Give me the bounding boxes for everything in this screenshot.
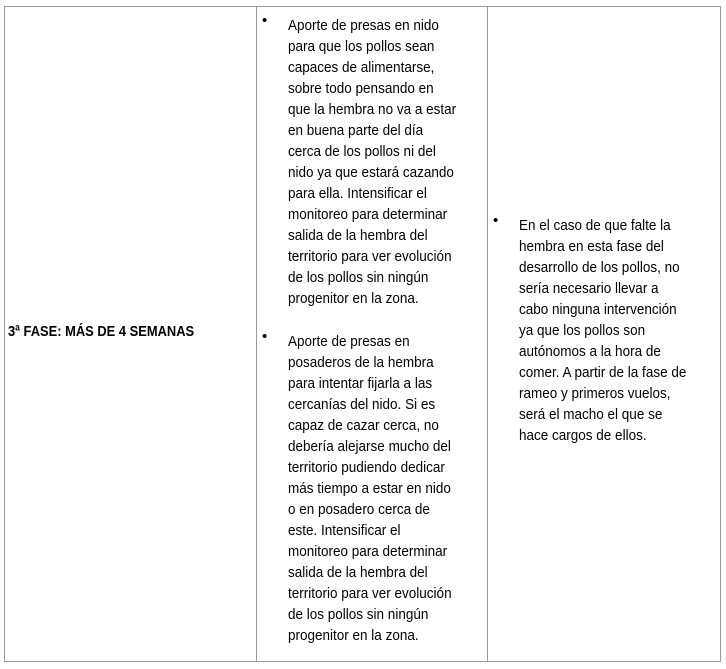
list-item (493, 212, 726, 446)
bullet-text: Aporte de presas en posaderos de la hembra para intentar fijarla a las cercanías del nido. Si es capaz de cazar cerca, no debería alejarse mucho del territorio pudiendo dedicar más tiempo a estar en nido o en posadero cerca de este. Intensificar el monitoreo para determinar salida de la hembra del territorio para ver evolución de los pollos sin ningún progenitor en la zona. (288, 333, 452, 644)
bullet-icon: • (493, 212, 499, 229)
bullet-icon: • (262, 12, 268, 29)
bullet-text: En el caso de que falte la hembra en esta fase del desarrollo de los pollos, no sería necesario llevar a cabo ninguna intervención ya que los pollos son autónomos a la hora de comer. A partir de la fase de rameo y primeros vuelos, será el macho el que se hace cargos de ellos. (519, 217, 687, 444)
list-item (262, 328, 498, 646)
bullet-text: Aporte de presas en nido para que los pollos sean capaces de alimentarse, sobre todo pensando en que la hembra no va a estar en buena parte del día cerca de los pollos ni del nido ya que estará cazando para ella. Intensificar el monitoreo para determinar salida de la hembra del territorio para ver evolución de los pollos sin ningún progenitor en la zona. (288, 17, 457, 307)
list-item (262, 12, 498, 309)
bullet-icon: • (262, 328, 268, 345)
phase-label: 3ª FASE: MÁS DE 4 SEMANAS (8, 323, 195, 340)
